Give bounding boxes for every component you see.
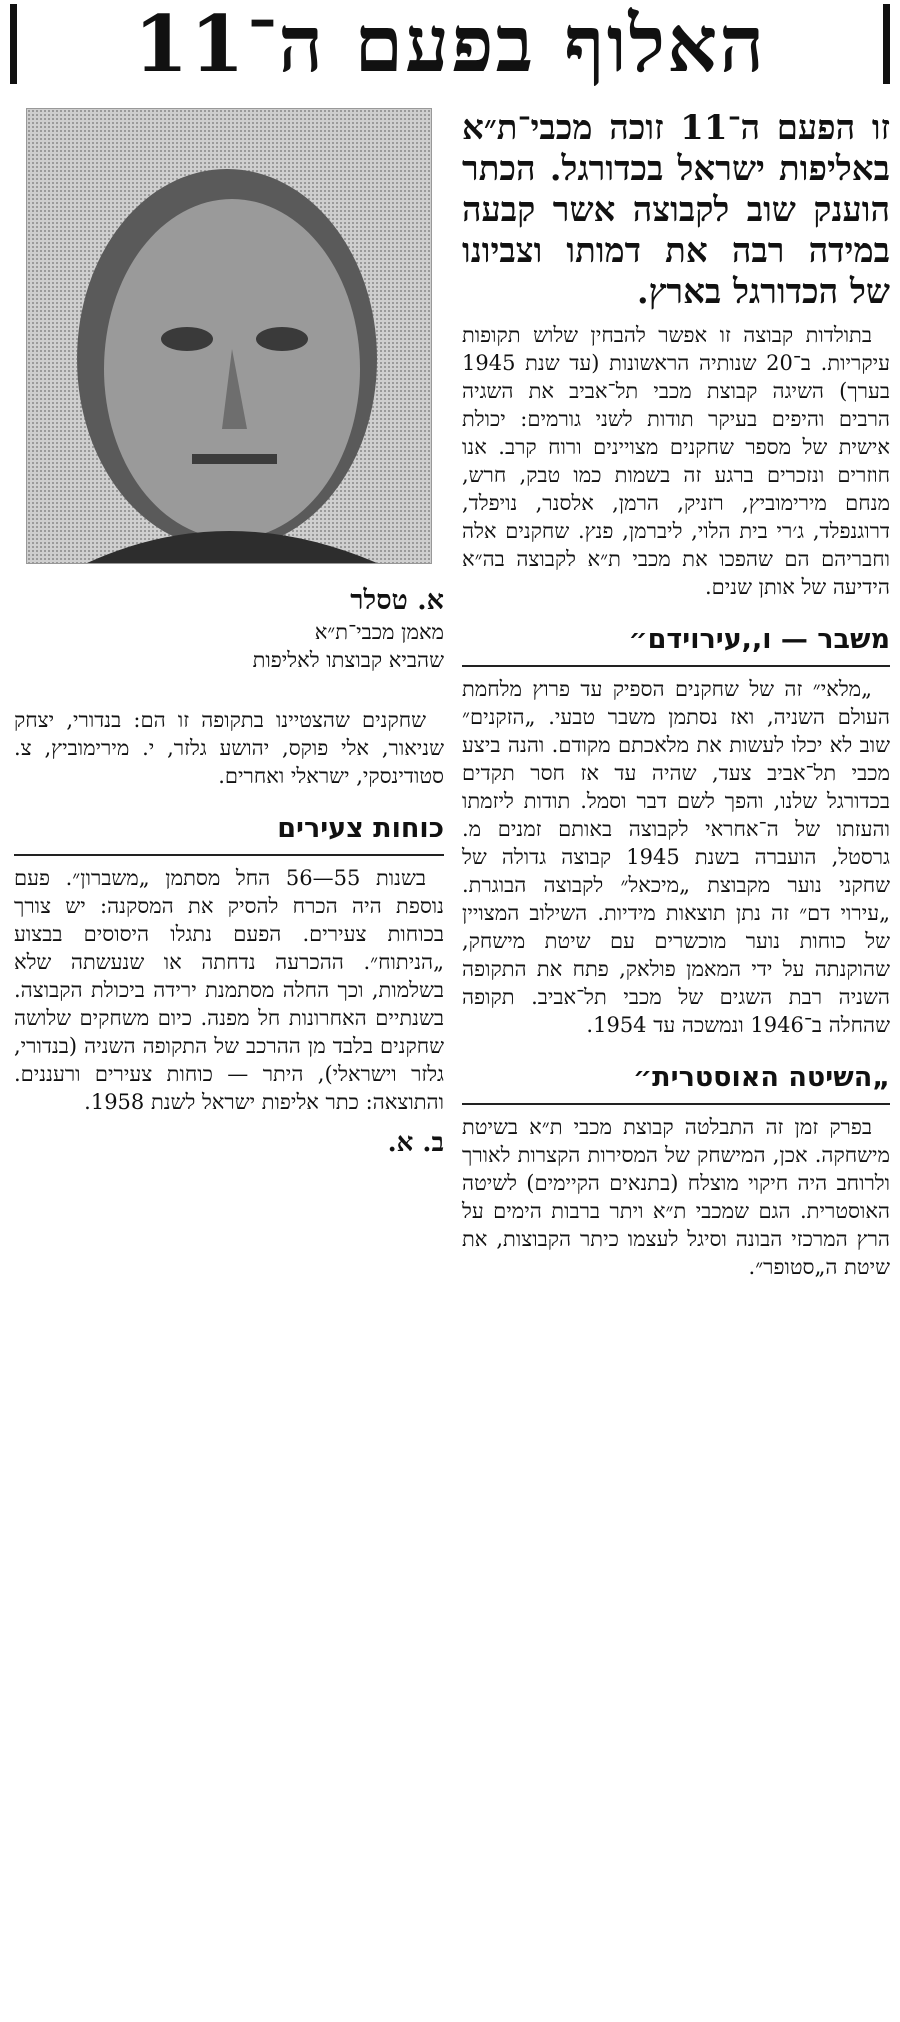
coach-portrait-photo [26, 108, 432, 564]
left-column [14, 108, 444, 1158]
headline-rule-left [10, 4, 17, 84]
photo-caption [14, 584, 444, 674]
subheading-austrian-system: „השיטה האוסטרית״ [633, 1062, 890, 1093]
caption-name: א. טסלר [350, 585, 444, 616]
body-paragraph-2: „מלאי״ זה של שחקנים הספיק עד פרוץ מלחמת העולם השניה, ואז נסתמן משבר טבעי. „הזקנים״ שוב לא יכלו לעשות את מלאכתם מקודם. והנה ביצע מכבי תל־אביב צעד, שהיה עד אז חסר תקדים בכדורגל שלנו, והפך לשם דבר וסמל. תודות ליזמתו והעזתו של ה־אחראי לקבוצה באותם זמנים מ. גרסטל, הועברה בשנת 1945 קבוצה גדולה של שחקני נוער מקבוצת „מיכאל״ לקבוצה הבוגרת. „עירוי דם״ זה נתן תוצאות מידיות. השילוב המצויין של כוחות נוער מוכשרים עם שיטת מישחק, שהוקנתה על ידי המאמן פולאק, פתח את התקופה השניה רבת השגים של מכבי תל־אביב. תקופה שהחלה ב־1946 ונמשכה עד 1954. [462, 677, 890, 1037]
subheading-young-forces: כוחות צעירים [277, 813, 444, 844]
subheading-2-wrap [462, 1061, 890, 1105]
body-paragraph-3: בפרק זמן זה התבלטה קבוצת מכבי ת״א בשיטת מישחקה. אכן, המישחק של המסירות הקצרות לאורך ולרוחב היה חיקוי מוצלח (בתנאים הקיימים) לשיטה האוסטרית. הגם שמכבי ת״א ויתר ברבות הימים על הרץ המרכזי הבונה וסיגל לעצמו כיתר הקבוצות, את שיטת ה„סטופר״. [462, 1115, 890, 1279]
caption-line-2: שהביא קבוצתו לאליפות [252, 648, 444, 672]
subheading-crisis: משבר — ו,,עירוידם״ [628, 624, 890, 655]
body-paragraph-1: בתולדות קבוצה זו אפשר להבחין שלוש תקופות עיקריות. ב־20 שנותיה הראשונות (עד שנת 1945 בערך) השיגה קבוצת מכבי תל־אביב את השגיה הרבים והיפים בעיקר תודות לשני גורמים: יכולת אישית של מספר שחקנים מצויינים ורוח קרב. אנו חוזרים ונזכרים ברגע זה בשמות כמו טבק, חרש, מנחם מירימוביץ, רזניק, הרמן, אלסנר, נויפלד, דרוגנפלד, ג׳רי בית הלוי, ליברמן, פנץ. שחקנים אלה וחבריהם הם שהפכו את מכבי ת״א לקבוצה בה״א הידיעה של אותן שנים. [462, 323, 890, 599]
body-paragraph-5: בשנות 55—56 החל מסתמן „משברון״. פעם נוספת היה הכרח להסיק את המסקנה: יש צורך בכוחות צעירים. הפעם נתגלו היסוסים בבצוע „הניתוח״. ההכרעה נדחתה או שנעשתה שלא בשלמות, וכך החלה מסתמנת ירידה ביכולת הקבוצה. בשנתיים האחרונות חל מפנה. כיום משחקים שלושה שחקנים בלבד מן ההרכב של התקופה השניה (בנדורי, גלזר וישראלי), היתר — כוחות צעירים ורעננים. והתוצאה: כתר אליפות ישראל לשנת 1958. [14, 866, 444, 1114]
subheading-3-wrap [14, 812, 444, 856]
headline-rule-right [883, 4, 890, 84]
lede-paragraph: זו הפעם ה־11 זוכה מכבי־ת״א באליפות ישראל בכדורגל. הכתר הוענק שוב לקבוצה אשר קבעה במידה רבה את דמותו וצביונו של הכדורגל בארץ. [462, 108, 890, 312]
right-column [462, 108, 890, 1281]
body-paragraph-4: שחקנים שהצטיינו בתקופה זו הם: בנדורי, יצחק שניאור, אלי פוקס, יהושע גלזר, י. מירימוביץ, צ. סטודינסקי, ישראלי ואחרים. [14, 708, 444, 788]
headline: האלוף בפעם ה־11 [133, 0, 767, 90]
subheading-1-wrap [462, 623, 890, 667]
caption-line-1: מאמן מכבי־ת״א [314, 620, 444, 644]
headline-bar [8, 0, 892, 92]
portrait-image [27, 109, 431, 563]
author-signature: ב. א. [387, 1128, 444, 1158]
